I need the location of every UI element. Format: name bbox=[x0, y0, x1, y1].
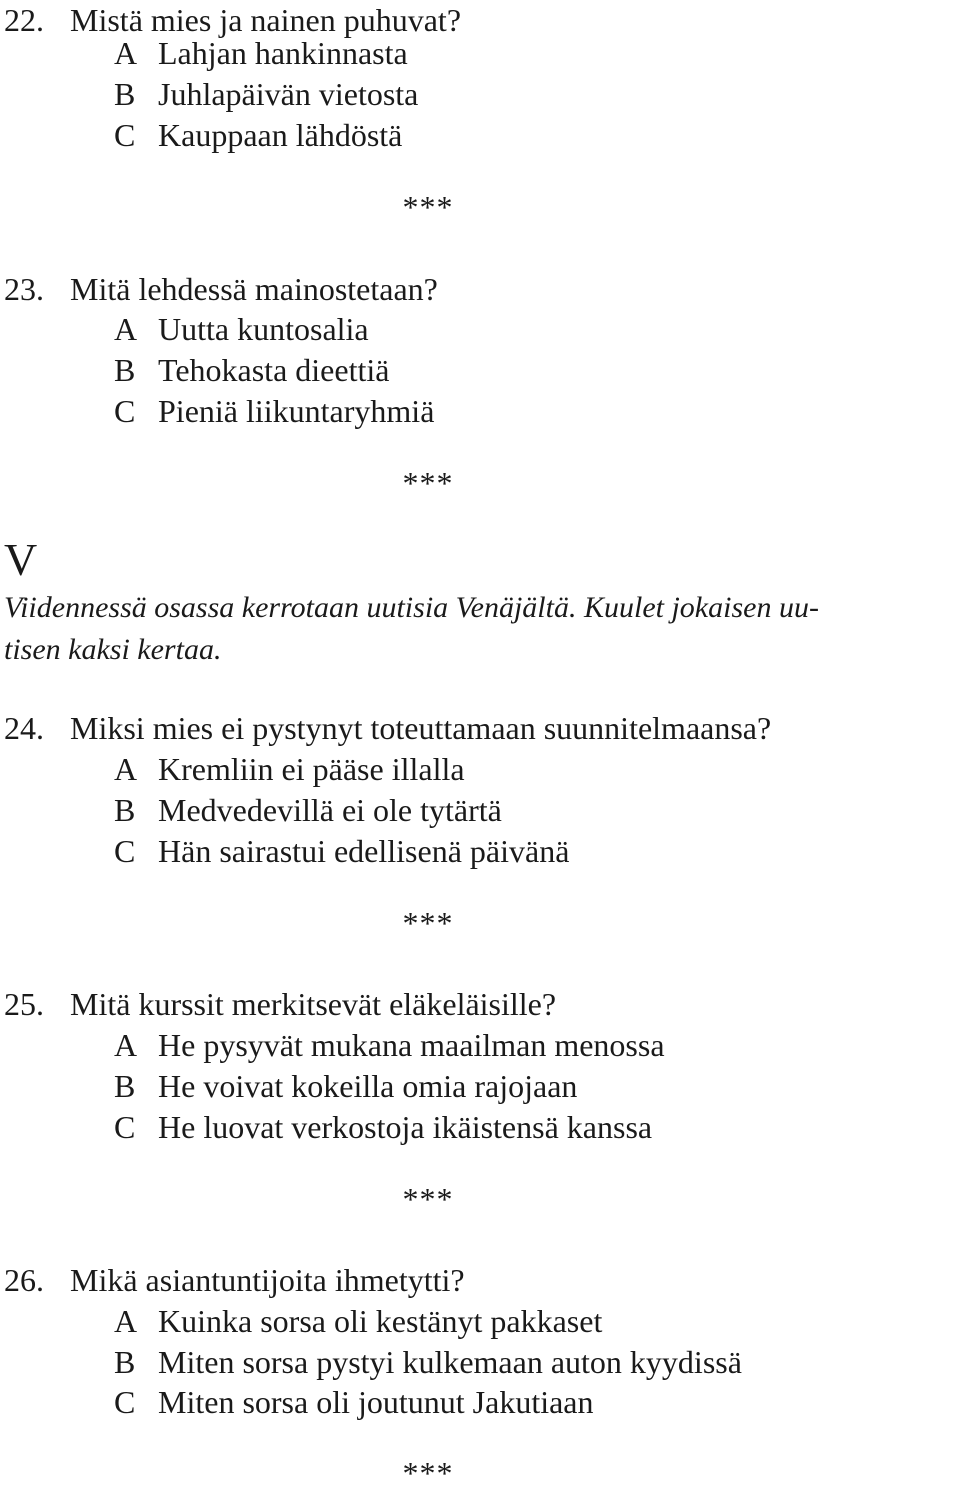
option-text: Kauppaan lähdöstä bbox=[158, 117, 403, 153]
question-text: Mitä kurssit merkitsevät eläkeläisille? bbox=[70, 986, 557, 1022]
section-heading: V bbox=[4, 534, 38, 585]
question-number: 22. bbox=[4, 2, 44, 38]
option-letter: B bbox=[114, 1068, 136, 1104]
question-number: 24. bbox=[4, 710, 44, 746]
option-text: Pieniä liikuntaryhmiä bbox=[158, 393, 435, 429]
option-letter: C bbox=[114, 393, 136, 429]
section-instruction: Viidennessä osassa kerrotaan uutisia Venäjältä. Kuulet jokaisen uu- bbox=[4, 591, 819, 624]
separator: *** bbox=[402, 1455, 454, 1491]
option-text: Lahjan hankinnasta bbox=[158, 35, 408, 71]
option-text: He luovat verkostoja ikäistensä kanssa bbox=[158, 1109, 653, 1145]
option-text: Juhlapäivän vietosta bbox=[158, 76, 419, 112]
option-letter: A bbox=[114, 751, 138, 787]
option-letter: A bbox=[114, 1027, 138, 1063]
question-number: 25. bbox=[4, 986, 44, 1022]
option-letter: A bbox=[114, 1303, 138, 1339]
separator: *** bbox=[402, 1181, 454, 1217]
option-letter: A bbox=[114, 35, 138, 71]
option-letter: C bbox=[114, 1384, 136, 1420]
question-text: Mitä lehdessä mainostetaan? bbox=[70, 271, 438, 307]
option-letter: A bbox=[114, 311, 138, 347]
option-letter: B bbox=[114, 76, 136, 112]
separator: *** bbox=[402, 905, 454, 941]
option-letter: C bbox=[114, 833, 136, 869]
option-text: Kremliin ei pääse illalla bbox=[158, 751, 465, 787]
option-text: Medvedevillä ei ole tytärtä bbox=[158, 792, 502, 828]
question-number: 23. bbox=[4, 271, 44, 307]
option-text: Miten sorsa pystyi kulkemaan auton kyydissä bbox=[158, 1344, 742, 1380]
question-text: Miksi mies ei pystynyt toteuttamaan suunnitelmaansa? bbox=[70, 710, 772, 746]
question-text: Mistä mies ja nainen puhuvat? bbox=[70, 2, 462, 38]
question-text: Mikä asiantuntijoita ihmetytti? bbox=[70, 1262, 465, 1298]
option-text: He pysyvät mukana maailman menossa bbox=[158, 1027, 665, 1063]
option-text: Hän sairastui edellisenä päivänä bbox=[158, 833, 570, 869]
option-letter: B bbox=[114, 792, 136, 828]
option-text: Uutta kuntosalia bbox=[158, 311, 369, 347]
option-letter: C bbox=[114, 1109, 136, 1145]
option-letter: C bbox=[114, 117, 136, 153]
option-text: He voivat kokeilla omia rajojaan bbox=[158, 1068, 578, 1104]
separator: *** bbox=[402, 465, 454, 501]
option-text: Tehokasta dieettiä bbox=[158, 352, 390, 388]
separator: *** bbox=[402, 189, 454, 225]
section-instruction: tisen kaksi kertaa. bbox=[4, 633, 222, 666]
option-letter: B bbox=[114, 1344, 136, 1380]
option-text: Kuinka sorsa oli kestänyt pakkaset bbox=[158, 1303, 603, 1339]
question-number: 26. bbox=[4, 1262, 44, 1298]
option-text: Miten sorsa oli joutunut Jakutiaan bbox=[158, 1384, 594, 1420]
option-letter: B bbox=[114, 352, 136, 388]
